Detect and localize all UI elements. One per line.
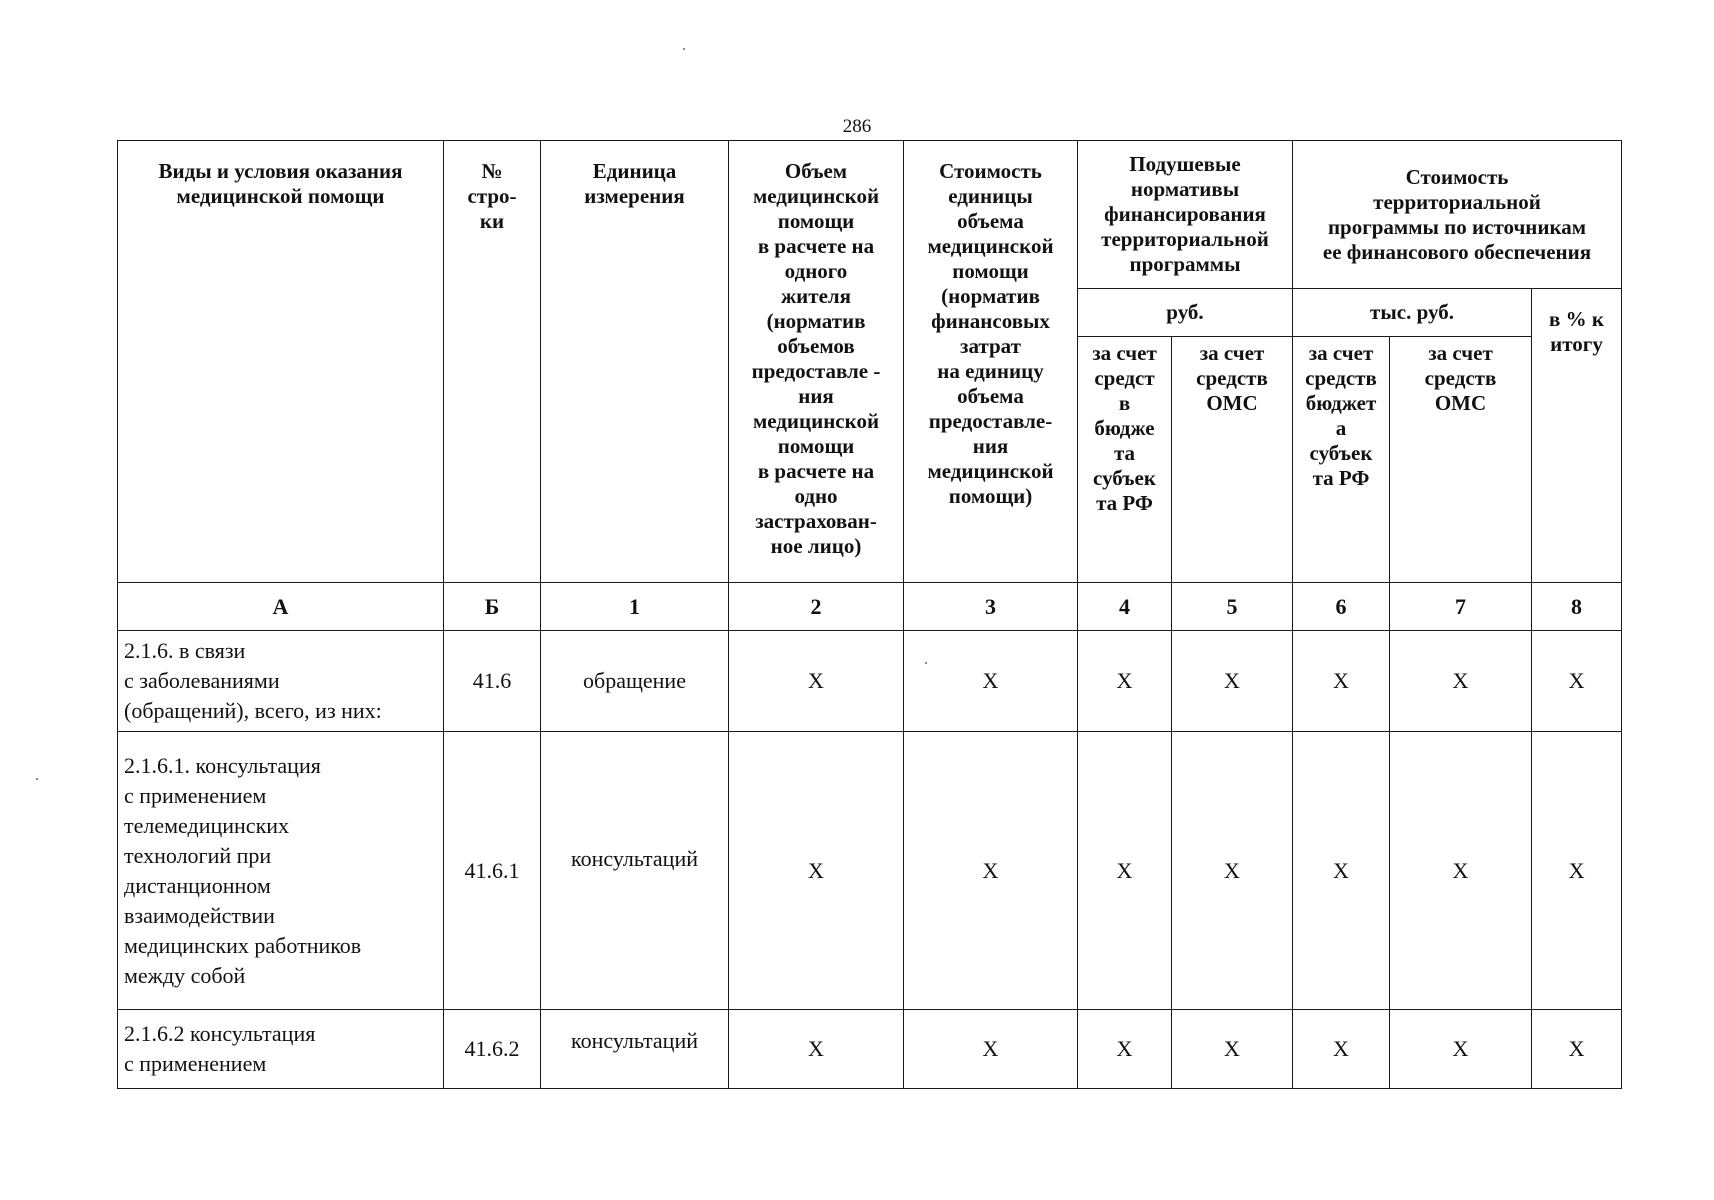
- column-index-row: [118, 583, 1622, 631]
- column-index: 5: [1172, 583, 1293, 631]
- column-index: А: [118, 583, 444, 631]
- row-value: X: [729, 732, 904, 1010]
- row-description: 2.1.6.2 консультация с применением: [118, 1010, 444, 1089]
- column-index: 8: [1532, 583, 1622, 631]
- header-per-capita-budget: за счет средст в бюдже та субъек та РФ: [1078, 337, 1172, 583]
- row-unit: консультаций: [541, 732, 729, 1010]
- row-value: X: [1172, 1010, 1293, 1089]
- header-volume: Объем медицинской помощи в расчете на одного жителя (норматив объемов предоставле - ния медицинской помощи в расчете на одно застрахован- ное лицо): [729, 141, 904, 583]
- row-description: 2.1.6.1. консультация с применением телемедицинских технологий при дистанционном взаимодействии медицинских работников между собой: [118, 732, 444, 1010]
- header-program-cost-group: Стоимость территориальной программы по источникам ее финансового обеспечения: [1293, 141, 1622, 289]
- column-index: 4: [1078, 583, 1172, 631]
- header-cost-oms: за счет средств ОМС: [1390, 337, 1532, 583]
- row-value: X: [1532, 631, 1622, 732]
- column-index: 1: [541, 583, 729, 631]
- page-number: 286: [842, 116, 872, 137]
- row-value: X: [1293, 631, 1390, 732]
- column-index: 6: [1293, 583, 1390, 631]
- header-cost-budget: за счет средств бюджет а субъек та РФ: [1293, 337, 1390, 583]
- row-value: X: [904, 1010, 1078, 1089]
- row-unit: консультаций: [541, 1010, 729, 1089]
- row-value: X: [1172, 631, 1293, 732]
- scan-speck: [925, 662, 927, 664]
- row-value: X: [1172, 732, 1293, 1010]
- scan-speck: [36, 778, 38, 780]
- row-value: X: [1293, 732, 1390, 1010]
- table-row: [118, 732, 1622, 1010]
- header-percent-total: в % к итогу: [1532, 289, 1622, 583]
- scan-speck: [683, 48, 685, 50]
- header-line-number: № стро- ки: [444, 141, 541, 583]
- row-value: X: [1078, 732, 1172, 1010]
- row-value: X: [1390, 732, 1532, 1010]
- row-value: X: [904, 732, 1078, 1010]
- row-line-number: 41.6.1: [444, 732, 541, 1010]
- header-unit: Единица измерения: [541, 141, 729, 583]
- row-description: 2.1.6. в связи с заболеваниями (обращений), всего, из них:: [118, 631, 444, 732]
- table-row: [118, 1010, 1622, 1089]
- row-value: X: [1078, 631, 1172, 732]
- header-unit-thousand-rub: тыс. руб.: [1293, 289, 1532, 337]
- header-per-capita-oms: за счет средств ОМС: [1172, 337, 1293, 583]
- row-value: X: [1532, 1010, 1622, 1089]
- column-index: 3: [904, 583, 1078, 631]
- row-line-number: 41.6.2: [444, 1010, 541, 1089]
- column-index: Б: [444, 583, 541, 631]
- row-value: X: [1390, 631, 1532, 732]
- row-value: X: [1532, 732, 1622, 1010]
- row-unit: обращение: [541, 631, 729, 732]
- column-index: 2: [729, 583, 904, 631]
- row-value: X: [729, 1010, 904, 1089]
- header-unit-cost: Стоимость единицы объема медицинской помощи (норматив финансовых затрат на единицу объема предоставле- ния медицинской помощи): [904, 141, 1078, 583]
- header-types-conditions: Виды и условия оказания медицинской помощи: [118, 141, 444, 583]
- financing-table: [117, 140, 1622, 1089]
- header-unit-rub: руб.: [1078, 289, 1293, 337]
- header-row: [118, 141, 1622, 289]
- row-value: X: [1390, 1010, 1532, 1089]
- row-value: X: [904, 631, 1078, 732]
- row-value: X: [1078, 1010, 1172, 1089]
- header-per-capita-group: Подушевые нормативы финансирования территориальной программы: [1078, 141, 1293, 289]
- row-value: X: [1293, 1010, 1390, 1089]
- row-value: X: [729, 631, 904, 732]
- row-line-number: 41.6: [444, 631, 541, 732]
- table-row: [118, 631, 1622, 732]
- column-index: 7: [1390, 583, 1532, 631]
